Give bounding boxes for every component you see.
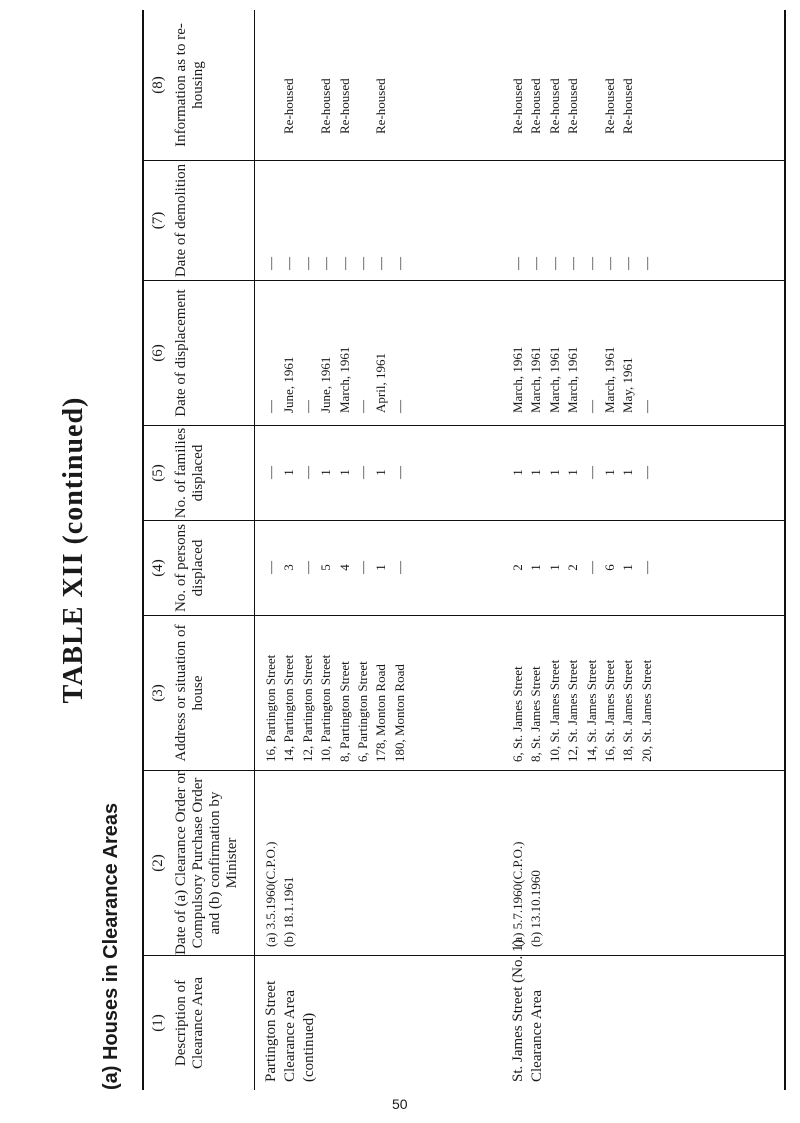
date-of-displacement: May, 1961: [620, 357, 636, 413]
rehousing-info: Re-housed: [281, 78, 297, 134]
date-of-demolition: —: [510, 257, 525, 270]
families-displaced: 1: [318, 469, 334, 476]
date-of-demolition: —: [355, 257, 370, 270]
house-address: 20, St. James Street: [638, 659, 654, 762]
date-of-demolition: —: [583, 257, 599, 270]
house-address: 14, St. James Street: [583, 659, 599, 762]
area-description: Partington Street: [263, 980, 279, 1082]
column-header-5: (5) No. of families displaced: [150, 427, 206, 519]
house-address: 14, Partington Street: [281, 654, 297, 762]
house-address: 10, St. James Street: [546, 659, 562, 762]
rehousing-info: Re-housed: [602, 78, 617, 134]
date-of-displacement: —: [299, 400, 315, 413]
persons-displaced: —: [263, 561, 278, 574]
date-of-displacement: March, 1961: [546, 346, 562, 413]
date-of-displacement: —: [638, 400, 654, 413]
date-of-displacement: March, 1961: [565, 346, 581, 413]
persons-displaced: —: [355, 561, 370, 574]
rehousing-info: Re-housed: [510, 78, 525, 134]
date-of-demolition: —: [565, 257, 581, 270]
date-of-demolition: —: [638, 257, 654, 270]
date-of-displacement: April, 1961: [373, 353, 389, 413]
date-of-demolition: —: [391, 257, 407, 270]
column-header-7: (7) Date of demolition: [150, 163, 189, 278]
area-description: Clearance Area: [529, 989, 545, 1082]
persons-displaced: 1: [373, 564, 389, 571]
families-displaced: 1: [546, 469, 562, 476]
persons-displaced: —: [299, 561, 315, 574]
families-displaced: 1: [620, 469, 636, 476]
column-5: [144, 425, 784, 520]
families-displaced: —: [299, 466, 315, 479]
persons-displaced: 3: [281, 564, 297, 571]
families-displaced: 1: [336, 469, 352, 476]
persons-displaced: 4: [336, 564, 352, 571]
order-date: (a) 5.7.1960(C.P.O.): [510, 841, 525, 947]
families-displaced: 1: [373, 469, 389, 476]
families-displaced: 1: [602, 469, 617, 476]
rehousing-info: Re-housed: [373, 78, 389, 134]
date-of-displacement: —: [391, 400, 407, 413]
rehousing-info: Re-housed: [565, 78, 581, 134]
date-of-demolition: —: [620, 257, 636, 270]
families-displaced: —: [583, 466, 599, 479]
date-of-displacement: June, 1961: [318, 356, 334, 413]
column-6: [144, 280, 784, 425]
house-address: 178, Monton Road: [373, 664, 389, 762]
date-of-demolition: —: [318, 257, 334, 270]
persons-displaced: —: [638, 561, 654, 574]
column-header-4: (4) No. of persons displaced: [150, 524, 206, 612]
column-header-6: (6) Date of displacement: [150, 289, 189, 417]
clearance-table: [142, 10, 786, 1090]
persons-displaced: 1: [528, 564, 544, 571]
date-of-displacement: March, 1961: [510, 346, 525, 413]
house-address: 12, Partington Street: [299, 654, 315, 762]
column-3: [144, 615, 784, 770]
date-of-displacement: —: [355, 400, 370, 413]
date-of-demolition: —: [602, 257, 617, 270]
house-address: 16, St. James Street: [602, 659, 617, 762]
families-displaced: 1: [565, 469, 581, 476]
house-address: 10, Partington Street: [318, 654, 334, 762]
area-description: (continued): [301, 1012, 317, 1082]
column-1: [144, 955, 784, 1090]
column-header-1: (1) Description of Clearance Area: [150, 976, 206, 1070]
section-title: (a) Houses in Clearance Areas: [100, 802, 122, 1090]
persons-displaced: 6: [602, 564, 617, 571]
families-displaced: 1: [528, 469, 544, 476]
families-displaced: —: [391, 466, 407, 479]
date-of-demolition: —: [528, 257, 544, 270]
date-of-demolition: —: [299, 257, 315, 270]
rehousing-info: Re-housed: [318, 78, 334, 134]
date-of-demolition: —: [281, 257, 297, 270]
families-displaced: —: [263, 466, 278, 479]
rehousing-info: Re-housed: [620, 78, 636, 134]
order-date: (b) 18.1.1961: [281, 876, 297, 947]
house-address: 16, Partington Street: [263, 654, 278, 762]
house-address: 8, Partington Street: [336, 661, 352, 762]
column-header-8: (8) Information as to re-housing: [150, 23, 206, 147]
house-address: 8, St. James Street: [528, 666, 544, 762]
order-date: (a) 3.5.1960(C.P.O.): [263, 841, 278, 947]
persons-displaced: 1: [620, 564, 636, 571]
persons-displaced: 5: [318, 564, 334, 571]
table-title: TABLE XII (continued): [58, 396, 89, 704]
date-of-demolition: —: [546, 257, 562, 270]
house-address: 6, St. James Street: [510, 666, 525, 762]
rotated-table-page: [58, 10, 798, 1090]
column-4: [144, 520, 784, 615]
date-of-displacement: March, 1961: [602, 346, 617, 413]
families-displaced: —: [355, 466, 370, 479]
persons-displaced: —: [391, 561, 407, 574]
column-header-3: (3) Address or situation of house: [150, 624, 206, 762]
area-description: St. James Street (No. 1): [510, 939, 526, 1082]
date-of-displacement: March, 1961: [528, 346, 544, 413]
date-of-demolition: —: [336, 257, 352, 270]
persons-displaced: —: [583, 561, 599, 574]
date-of-displacement: —: [583, 400, 599, 413]
page-number: 50: [392, 1096, 408, 1112]
column-2: [144, 770, 784, 955]
rehousing-info: Re-housed: [546, 78, 562, 134]
rehousing-info: Re-housed: [528, 78, 544, 134]
house-address: 18, St. James Street: [620, 659, 636, 762]
area-description: Clearance Area: [282, 989, 298, 1082]
house-address: 6, Partington Street: [355, 661, 370, 762]
persons-displaced: 1: [546, 564, 562, 571]
families-displaced: —: [638, 466, 654, 479]
column-7: [144, 160, 784, 280]
families-displaced: 1: [510, 469, 525, 476]
date-of-displacement: March, 1961: [336, 346, 352, 413]
house-address: 180, Monton Road: [391, 664, 407, 762]
families-displaced: 1: [281, 469, 297, 476]
date-of-displacement: June, 1961: [281, 356, 297, 413]
header-rule: [254, 10, 255, 1090]
date-of-displacement: —: [263, 400, 278, 413]
house-address: 12, St. James Street: [565, 659, 581, 762]
persons-displaced: 2: [565, 564, 581, 571]
persons-displaced: 2: [510, 564, 525, 571]
date-of-demolition: —: [373, 257, 389, 270]
date-of-demolition: —: [263, 257, 278, 270]
order-date: (b) 13.10.1960: [528, 870, 544, 947]
column-8: [144, 10, 784, 160]
column-header-2: (2) Date of (a) Clearance Order or Compulsory Purchase Order and (b) confirmation by Minister: [150, 771, 240, 955]
rehousing-info: Re-housed: [336, 78, 352, 134]
